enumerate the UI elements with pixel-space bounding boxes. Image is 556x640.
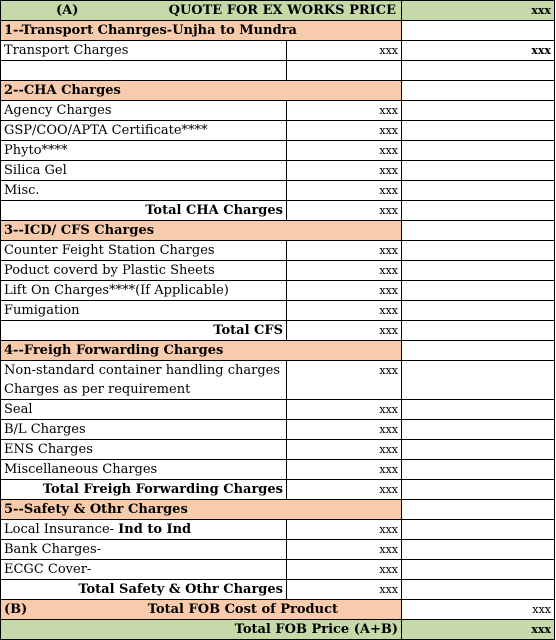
row-value[interactable]: xxx — [287, 540, 402, 560]
total-row — [1, 480, 555, 500]
fob-label-b: (B) — [4, 602, 28, 617]
empty-cell[interactable] — [402, 61, 555, 81]
empty-cell[interactable] — [1, 61, 287, 81]
table-row — [1, 560, 555, 580]
insurance-route: Ind to Ind — [118, 522, 192, 537]
table-row — [1, 281, 555, 301]
total-label[interactable]: Total Safety & Othr Charges — [1, 580, 287, 600]
row-label-multiline[interactable] — [1, 361, 287, 400]
insurance-label: Local Insurance- — [4, 522, 119, 537]
empty-cell[interactable] — [402, 201, 555, 221]
empty-cell[interactable] — [402, 141, 555, 161]
total-row — [1, 580, 555, 600]
empty-cell[interactable] — [402, 480, 555, 500]
table-row — [1, 241, 555, 261]
row-label[interactable]: GSP/COO/APTA Certificate**** — [1, 121, 287, 141]
table-row — [1, 101, 555, 121]
row-value[interactable]: xxx — [287, 420, 402, 440]
row-value[interactable]: xxx — [287, 261, 402, 281]
row-label[interactable]: Lift On Charges****(If Applicable) — [1, 281, 287, 301]
fob-cost-value[interactable]: xxx — [402, 600, 555, 620]
empty-cell[interactable] — [402, 580, 555, 600]
row-value[interactable]: xxx — [287, 121, 402, 141]
header-row — [1, 1, 555, 21]
row-label[interactable]: Counter Feight Station Charges — [1, 241, 287, 261]
empty-cell[interactable] — [402, 460, 555, 480]
row-label[interactable]: Bank Charges- — [1, 540, 287, 560]
empty-cell[interactable] — [402, 500, 555, 520]
empty-cell[interactable] — [402, 361, 555, 400]
row-label-line-1: Non-standard container handling charges — [4, 363, 281, 378]
row-label[interactable]: Fumigation — [1, 301, 287, 321]
total-label[interactable]: Total CFS — [1, 321, 287, 341]
empty-cell[interactable] — [402, 221, 555, 241]
total-value[interactable]: xxx — [287, 321, 402, 341]
row-value[interactable]: xxx — [287, 181, 402, 201]
empty-cell[interactable] — [402, 420, 555, 440]
section-title[interactable]: 3--ICD/ CFS Charges — [1, 221, 402, 241]
total-value[interactable]: xxx — [287, 201, 402, 221]
empty-cell[interactable] — [287, 61, 402, 81]
total-value[interactable]: xxx — [287, 480, 402, 500]
table-row — [1, 520, 555, 540]
table-row — [1, 261, 555, 281]
empty-cell[interactable] — [402, 321, 555, 341]
section-freight-header — [1, 341, 555, 361]
section-cha-header — [1, 81, 555, 101]
header-title: QUOTE FOR EX WORKS PRICE — [168, 3, 396, 18]
header-value[interactable]: xxx — [402, 1, 555, 21]
total-label[interactable]: Total Freigh Forwarding Charges — [1, 480, 287, 500]
row-value-total[interactable]: xxx — [402, 41, 555, 61]
table-row — [1, 400, 555, 420]
row-value[interactable]: xxx — [287, 41, 402, 61]
section-icd-header — [1, 221, 555, 241]
empty-cell[interactable] — [402, 520, 555, 540]
table-row — [1, 420, 555, 440]
empty-cell[interactable] — [402, 560, 555, 580]
row-label[interactable]: Transport Charges — [1, 41, 287, 61]
row-value[interactable]: xxx — [287, 400, 402, 420]
row-value[interactable]: xxx — [287, 440, 402, 460]
section-title[interactable]: 2--CHA Charges — [1, 81, 402, 101]
empty-cell[interactable] — [402, 101, 555, 121]
table-row — [1, 181, 555, 201]
empty-cell[interactable] — [402, 181, 555, 201]
row-label[interactable]: Seal — [1, 400, 287, 420]
section-title[interactable]: 1--Transport Chanrges-Unjha to Mundra — [1, 21, 402, 41]
total-row — [1, 201, 555, 221]
row-label[interactable]: ENS Charges — [1, 440, 287, 460]
table-row — [1, 41, 555, 61]
row-label[interactable]: Misc. — [1, 181, 287, 201]
row-value[interactable]: xxx — [287, 141, 402, 161]
fob-cost-row — [1, 600, 555, 620]
total-row — [1, 321, 555, 341]
table-row — [1, 161, 555, 181]
empty-cell[interactable] — [402, 121, 555, 141]
table-row-multiline — [1, 361, 555, 400]
row-label[interactable]: B/L Charges — [1, 420, 287, 440]
row-label[interactable]: Agency Charges — [1, 101, 287, 121]
spacer-row — [1, 61, 555, 81]
empty-cell[interactable] — [402, 341, 555, 361]
row-label[interactable]: Silica Gel — [1, 161, 287, 181]
row-value[interactable]: xxx — [287, 361, 402, 400]
total-label[interactable]: Total CHA Charges — [1, 201, 287, 221]
section-title[interactable]: 5--Safety & Othr Charges — [1, 500, 402, 520]
row-label-line-2: Charges as per requirement — [4, 382, 191, 397]
fob-price-label[interactable]: Total FOB Price (A+B) — [1, 620, 402, 640]
empty-cell[interactable] — [402, 540, 555, 560]
empty-cell[interactable] — [402, 241, 555, 261]
section-safety-header — [1, 500, 555, 520]
row-label[interactable]: Poduct coverd by Plastic Sheets — [1, 261, 287, 281]
row-label[interactable]: Phyto**** — [1, 141, 287, 161]
row-value[interactable]: xxx — [287, 101, 402, 121]
row-value[interactable]: xxx — [287, 161, 402, 181]
total-value[interactable]: xxx — [287, 580, 402, 600]
empty-cell[interactable] — [402, 21, 555, 41]
empty-cell[interactable] — [402, 161, 555, 181]
header-title-cell[interactable] — [1, 1, 402, 21]
row-value[interactable]: xxx — [287, 241, 402, 261]
empty-cell[interactable] — [402, 81, 555, 101]
table-row — [1, 301, 555, 321]
table-row — [1, 121, 555, 141]
fob-price-value[interactable]: xxx — [402, 620, 555, 640]
empty-cell[interactable] — [402, 261, 555, 281]
table-row — [1, 141, 555, 161]
fob-cost-cell[interactable] — [1, 600, 402, 620]
empty-cell[interactable] — [402, 281, 555, 301]
empty-cell[interactable] — [402, 400, 555, 420]
empty-cell[interactable] — [402, 440, 555, 460]
row-value[interactable]: xxx — [287, 281, 402, 301]
fob-price-row — [1, 620, 555, 640]
row-value[interactable]: xxx — [287, 520, 402, 540]
row-label-insurance[interactable] — [1, 520, 287, 540]
section-title[interactable]: 4--Freigh Forwarding Charges — [1, 341, 402, 361]
row-value[interactable]: xxx — [287, 301, 402, 321]
fob-cost-label: Total FOB Cost of Product — [147, 602, 338, 617]
row-value[interactable]: xxx — [287, 560, 402, 580]
section-transport-header — [1, 21, 555, 41]
table-row — [1, 440, 555, 460]
row-label[interactable]: ECGC Cover- — [1, 560, 287, 580]
header-label-a: (A) — [56, 3, 79, 18]
row-label[interactable]: Miscellaneous Charges — [1, 460, 287, 480]
table-row — [1, 540, 555, 560]
empty-cell[interactable] — [402, 301, 555, 321]
table-row — [1, 460, 555, 480]
row-value[interactable]: xxx — [287, 460, 402, 480]
